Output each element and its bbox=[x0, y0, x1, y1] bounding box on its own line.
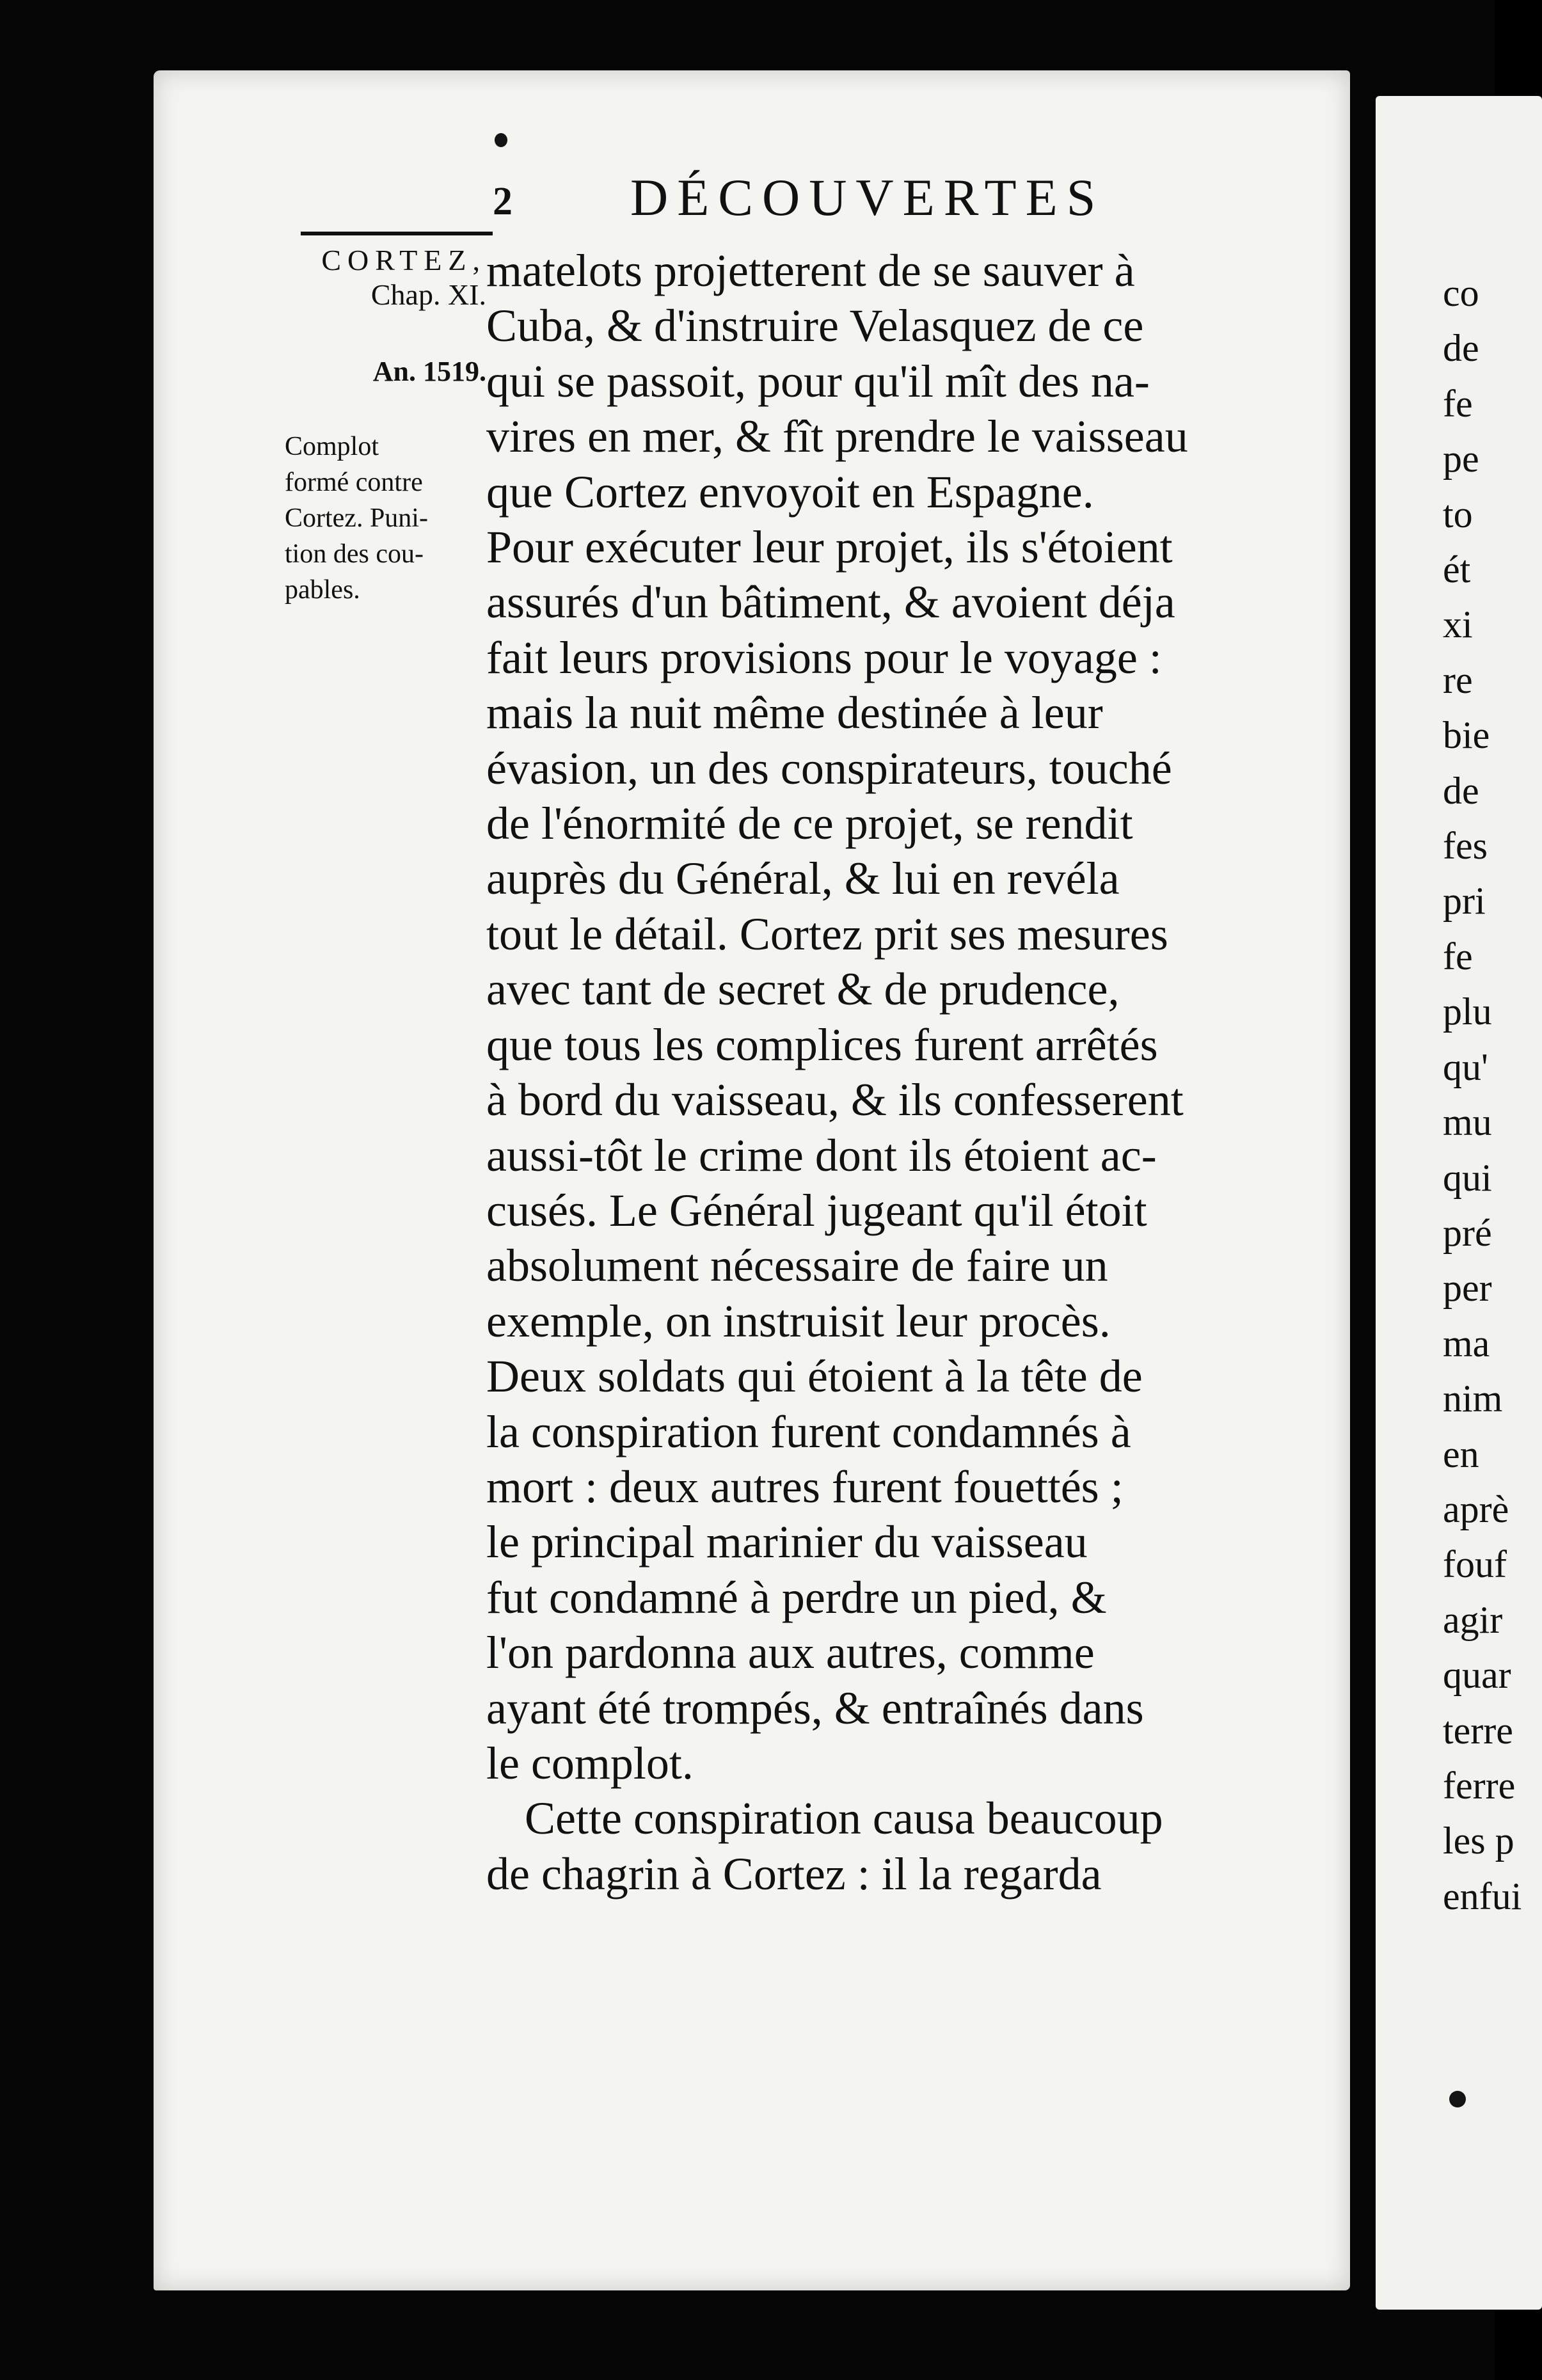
running-title: DÉCOUVERTES bbox=[630, 168, 1105, 226]
page-number: 2 bbox=[493, 180, 513, 223]
margin-summary bbox=[285, 429, 489, 608]
facing-line: mu bbox=[1443, 1101, 1492, 1144]
facing-line: les p bbox=[1443, 1820, 1514, 1862]
facing-line: co bbox=[1443, 272, 1479, 314]
text-line: de chagrin à Cortez : il la regarda bbox=[486, 1848, 1102, 1900]
text-line: avec tant de secret & de prudence, bbox=[486, 964, 1120, 1015]
text-line: de l'énormité de ce projet, se rendit bbox=[486, 798, 1133, 850]
text-line: assurés d'un bâtiment, & avoient déja bbox=[486, 576, 1175, 628]
text-line: auprès du Général, & lui en revéla bbox=[486, 853, 1120, 905]
facing-line: fe bbox=[1443, 935, 1473, 978]
facing-line: agir bbox=[1443, 1598, 1503, 1641]
header-rule bbox=[301, 232, 493, 235]
text-line: qui se passoit, pour qu'il mît des na- bbox=[486, 355, 1150, 407]
margin-summary-line: Cortez. Puni- bbox=[285, 504, 428, 533]
facing-line: aprè bbox=[1443, 1488, 1509, 1530]
margin-summary-line: tion des cou- bbox=[285, 539, 424, 569]
text-line: le principal marinier du vaisseau bbox=[486, 1516, 1088, 1568]
facing-line: bie bbox=[1443, 714, 1490, 757]
facing-line: plu bbox=[1443, 990, 1492, 1033]
text-line: le complot. bbox=[486, 1737, 694, 1789]
facing-line: en bbox=[1443, 1432, 1479, 1475]
text-line: mort : deux autres furent fouettés ; bbox=[486, 1461, 1124, 1512]
margin-summary-line: pables. bbox=[285, 575, 360, 605]
facing-page-text bbox=[1443, 266, 1522, 1924]
facing-line: de bbox=[1443, 769, 1479, 812]
facing-line: qu' bbox=[1443, 1045, 1488, 1088]
facing-line: fouf bbox=[1443, 1543, 1507, 1586]
margin-chapter: Chap. XI. bbox=[370, 278, 486, 311]
facing-line: nim bbox=[1443, 1377, 1503, 1420]
text-line: à bord du vaisseau, & ils confesserent bbox=[486, 1074, 1184, 1126]
text-line: Pour exécuter leur projet, ils s'étoient bbox=[486, 521, 1173, 573]
ink-blot bbox=[495, 133, 507, 147]
text-line: la conspiration furent condamnés à bbox=[486, 1406, 1131, 1457]
margin-name: CORTEZ, bbox=[321, 244, 486, 276]
facing-line: fe bbox=[1443, 382, 1473, 425]
text-line: mais la nuit même destinée à leur bbox=[486, 687, 1103, 739]
text-line: que Cortez envoyoit en Espagne. bbox=[486, 466, 1094, 518]
text-line: tout le détail. Cortez prit ses mesures bbox=[486, 908, 1168, 960]
text-line: évasion, un des conspirateurs, touché bbox=[486, 742, 1172, 794]
text-line: absolument nécessaire de faire un bbox=[486, 1240, 1108, 1292]
facing-line: ét bbox=[1443, 548, 1471, 591]
text-line: cusés. Le Général jugeant qu'il étoit bbox=[486, 1184, 1147, 1236]
facing-line: per bbox=[1443, 1267, 1492, 1310]
facing-line: ferre bbox=[1443, 1764, 1516, 1807]
text-line: que tous les complices furent arrêtés bbox=[486, 1019, 1158, 1070]
text-line: l'on pardonna aux autres, comme bbox=[486, 1627, 1095, 1679]
facing-line: pe bbox=[1443, 438, 1479, 480]
text-line: fut condamné à perdre un pied, & bbox=[486, 1571, 1107, 1623]
facing-line: terre bbox=[1443, 1709, 1513, 1752]
ink-blot bbox=[1449, 2091, 1466, 2107]
facing-line: pri bbox=[1443, 880, 1486, 923]
facing-line: ma bbox=[1443, 1322, 1490, 1365]
text-line: ayant été trompés, & entraînés dans bbox=[486, 1682, 1144, 1734]
text-line: Cette conspiration causa beaucoup bbox=[525, 1793, 1163, 1844]
margin-running-head bbox=[294, 243, 486, 312]
text-line: vires en mer, & fît prendre le vaisseau bbox=[486, 411, 1188, 463]
facing-line: pré bbox=[1443, 1211, 1492, 1254]
text-line: aussi-tôt le crime dont ils étoient ac- bbox=[486, 1129, 1157, 1181]
facing-line: to bbox=[1443, 493, 1473, 536]
facing-line: xi bbox=[1443, 603, 1473, 646]
page-header bbox=[493, 168, 1228, 232]
text-line: matelots projetterent de se sauver à bbox=[486, 245, 1135, 296]
text-line: Deux soldats qui étoient à la tête de bbox=[486, 1351, 1143, 1402]
facing-line: qui bbox=[1443, 1156, 1492, 1199]
facing-line: de bbox=[1443, 327, 1479, 370]
text-line: Cuba, & d'instruire Velasquez de ce bbox=[486, 300, 1144, 352]
margin-year: An. 1519. bbox=[372, 356, 486, 387]
margin-summary-line: Complot bbox=[285, 432, 379, 461]
facing-line: enfui bbox=[1443, 1875, 1522, 1917]
body-text bbox=[486, 243, 1273, 1901]
margin-summary-line: formé contre bbox=[285, 468, 423, 497]
facing-line: fes bbox=[1443, 825, 1488, 868]
text-line: fait leurs provisions pour le voyage : bbox=[486, 631, 1162, 683]
text-line: exemple, on instruisit leur procès. bbox=[486, 1295, 1111, 1347]
facing-line: quar bbox=[1443, 1654, 1511, 1697]
facing-line: re bbox=[1443, 658, 1473, 701]
